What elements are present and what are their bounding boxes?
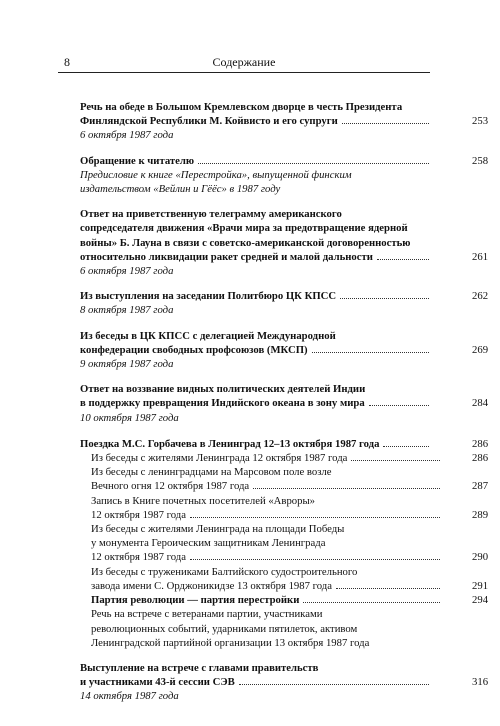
toc-entry-line [80,607,400,621]
toc-page-number: 261 [472,250,489,263]
toc-line-text: Речь на обеде в Большом Кремлевском дворце в честь Президента [80,101,403,113]
toc-entry-line [80,522,400,536]
toc-line-text: конфедерации свободных профсоюзов (МКСП) [80,343,308,356]
toc-line-text: Ответ на воззвание видных политических деятелей Индии [80,383,366,396]
toc-entry-line [80,114,489,128]
dot-leader [383,446,429,447]
toc-line-text: Партия революции — партия перестройки [91,594,300,607]
toc-entry-line [80,579,489,593]
toc-entry-line [80,343,489,357]
toc-line-text: 12 октября 1987 года [91,551,186,564]
toc-entry-date [80,264,400,278]
toc-line-text: Предисловие к книге «Перестройка», выпущенной финским [80,168,352,181]
dot-leader [336,588,440,589]
toc-line-text: издательством «Вейлин и Гёёс» в 1987 году [80,183,281,196]
toc-line-text: Ответ на приветственную телеграмму американского [80,208,342,221]
toc-page-number: 284 [472,397,489,410]
toc-page-number: 290 [472,551,489,564]
toc-line-text: Речь на встрече с ветеранами партии, участниками [91,608,323,621]
toc-line-text: относительно ликвидации ракет средней и малой дальности [80,250,373,263]
toc-entry-line [80,622,400,636]
toc-page-number: 294 [472,594,489,607]
dot-leader [253,488,440,489]
toc-entry-line [80,565,400,579]
toc-page-number: 287 [472,480,489,493]
toc-line-text: Вечного огня 12 октября 1987 года [91,480,250,493]
toc-line-text: 6 октября 1987 года [80,129,174,142]
toc-line-text: Из беседы с тружениками Балтийского судостроительного [91,565,358,578]
toc-entry-line [80,661,400,675]
toc-line-text: Из беседы с жителями Ленинграда на площади Победы [91,523,345,536]
toc-entry-line [80,382,400,396]
toc-page-number: 269 [472,343,489,356]
toc-line-text: Из беседы в ЦК КПСС с делегацией Международной [80,329,336,342]
toc-entry-date [80,128,400,142]
toc-line-text: войны» Б. Лауна в связи с советско-американской договоренностью [80,236,411,249]
toc-page-number: 316 [472,676,489,689]
toc-line-text: 9 октября 1987 года [80,358,174,371]
toc-entry-line [80,451,489,465]
dot-leader [198,163,429,164]
toc-entry-date [80,303,400,317]
toc-entry-date [80,411,400,425]
toc-line-text: Из беседы с ленинградцами на Марсовом поле возле [91,466,332,479]
toc-entry-date [80,689,400,703]
toc-entry-line [80,465,400,479]
toc-page-number: 289 [472,508,489,521]
toc-entry[interactable] [80,437,489,650]
toc-line-text: 6 октября 1987 года [80,265,174,278]
toc-line-text: Поездка М.С. Горбачева в Ленинград 12–13 октября 1987 года [80,437,380,450]
dot-leader [303,602,440,603]
toc-line-text: Выступление на встрече с главами правительств [80,661,319,674]
toc-entry-line [80,437,489,451]
dot-leader [340,298,429,299]
toc-page-number: 258 [472,154,489,167]
toc-entry-date [80,182,400,196]
dot-leader [369,405,429,406]
toc-entry-date [80,357,400,371]
page-number: 8 [64,55,70,69]
toc-entry-line [80,154,489,168]
toc-page-number: 253 [472,115,489,128]
toc-entry[interactable] [80,289,489,317]
toc-entry-line [80,396,489,410]
dot-leader [377,259,429,260]
toc-line-text: 10 октября 1987 года [80,411,179,424]
toc-page-number: 262 [472,290,489,303]
dot-leader [312,352,429,353]
toc-entry-line [80,675,489,689]
toc-entry[interactable] [80,100,489,143]
toc-line-text: завода имени С. Орджоникидзе 13 октября 1987 года [91,579,332,592]
toc-entry-line [80,636,400,650]
dot-leader [190,559,440,560]
toc-page-number: 286 [472,437,489,450]
toc-entry-line [80,236,411,250]
toc-entry-line [80,289,489,303]
toc-entry[interactable] [80,329,489,372]
toc-line-text: 14 октября 1987 года [80,690,179,703]
toc-line-text: Запись в Книге почетных посетителей «Авроры» [91,494,316,507]
toc-entry[interactable] [80,382,489,425]
running-title: Содержание [212,55,276,69]
toc-entry-line [80,508,489,522]
toc-line-text: Финляндской Республики М. Койвисто и его супруги [80,115,338,128]
toc-entry-line [80,494,400,508]
toc-line-text: Ленинградской партийной организации 13 октября 1987 года [91,636,370,649]
toc-entry[interactable] [80,154,489,197]
toc-line-text: революционных событий, ударниками пятилеток, активом [91,622,358,635]
toc-page-number: 291 [472,579,489,592]
dot-leader [342,123,429,124]
toc-line-text: Из выступления на заседании Политбюро ЦК КПСС [80,290,337,303]
toc-line-text: в поддержку превращения Индийского океана в зону мира [80,397,365,410]
toc-page-number: 286 [472,452,489,465]
toc-line-text: сопредседателя движения «Врачи мира за предотвращение ядерной [80,222,408,235]
dot-leader [239,684,429,685]
toc-line-text: Обращение к читателю [80,154,195,167]
toc-entry-line [80,536,400,550]
toc-entry-date [80,168,400,182]
table-of-contents [80,100,489,704]
toc-line-text: Из беседы с жителями Ленинграда 12 октября 1987 года [91,452,348,465]
running-header [58,54,430,73]
toc-entry-line [80,250,489,264]
toc-line-text: у монумента Героическим защитникам Ленинграда [91,537,326,550]
dot-leader [351,460,440,461]
toc-line-text: 12 октября 1987 года [91,508,186,521]
toc-entry[interactable] [80,207,489,278]
toc-line-text: и участниками 43-й сессии СЭВ [80,676,235,689]
dot-leader [190,517,440,518]
toc-entry-line [80,329,400,343]
toc-entry-line [80,593,489,607]
toc-entry[interactable] [80,661,489,704]
toc-entry-line [80,207,400,221]
toc-entry-line [80,479,489,493]
toc-line-text: 8 октября 1987 года [80,304,174,317]
toc-entry-line [80,221,408,235]
toc-entry-line [80,100,403,114]
toc-entry-line [80,550,489,564]
